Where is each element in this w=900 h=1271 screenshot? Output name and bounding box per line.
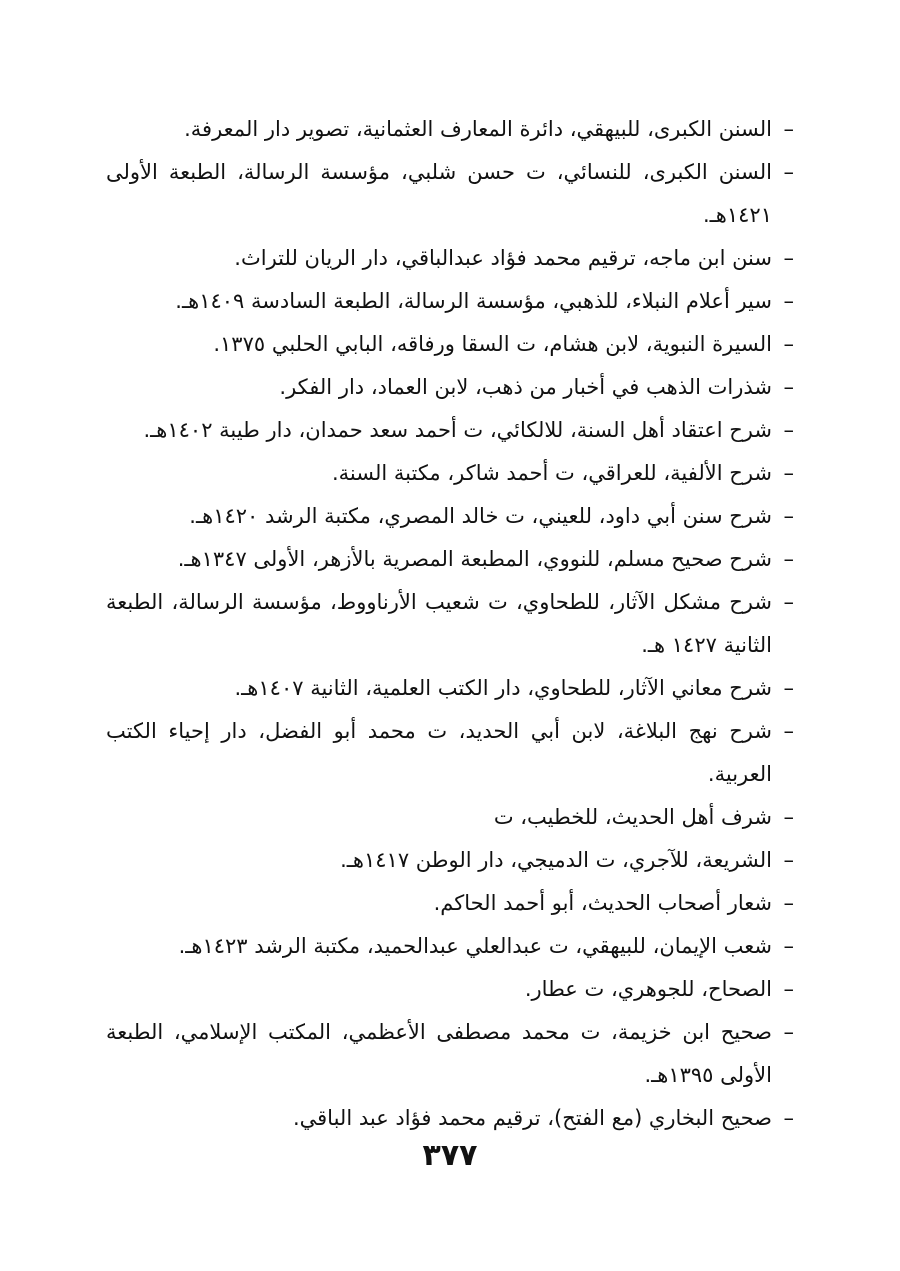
entry-bullet: – (783, 418, 794, 442)
bibliography-entry (106, 366, 794, 409)
entry-text: سنن ابن ماجه، ترقيم محمد فؤاد عبدالباقي، دار الريان للتراث. (234, 246, 772, 270)
entry-text: السنن الكبرى، للبيهقي، دائرة المعارف العثمانية، تصوير دار المعرفة. (184, 117, 772, 141)
entry-bullet: – (783, 547, 794, 571)
entry-text: شعب الإيمان، للبيهقي، ت عبدالعلي عبدالحميد، مكتبة الرشد ١٤٢٣هـ. (178, 934, 772, 958)
entry-text: صحيح ابن خزيمة، ت محمد مصطفى الأعظمي، المكتب الإسلامي، الطبعة الأولى ١٣٩٥هـ. (106, 1020, 772, 1087)
entry-bullet: – (783, 332, 794, 356)
entry-bullet: – (783, 246, 794, 270)
entry-text: شرح معاني الآثار، للطحاوي، دار الكتب العلمية، الثانية ١٤٠٧هـ. (234, 676, 772, 700)
bibliography-entry (106, 1097, 794, 1140)
bibliography-list (106, 108, 794, 1140)
entry-bullet: – (783, 805, 794, 829)
bibliography-entry (106, 495, 794, 538)
entry-bullet: – (783, 891, 794, 915)
entry-text: الصحاح، للجوهري، ت عطار. (524, 977, 772, 1001)
bibliography-entry (106, 280, 794, 323)
entry-text: شرح اعتقاد أهل السنة، للالكائي، ت أحمد سعد حمدان، دار طيبة ١٤٠٢هـ. (143, 418, 772, 442)
entry-bullet: – (783, 375, 794, 399)
entry-bullet: – (783, 676, 794, 700)
entry-text: شرح سنن أبي داود، للعيني، ت خالد المصري، مكتبة الرشد ١٤٢٠هـ. (189, 504, 772, 528)
entry-bullet: – (783, 461, 794, 485)
bibliography-entry (106, 151, 794, 237)
bibliography-entry (106, 409, 794, 452)
entry-bullet: – (783, 504, 794, 528)
bibliography-entry (106, 108, 794, 151)
bibliography-entry (106, 1011, 794, 1097)
entry-bullet: – (783, 934, 794, 958)
bibliography-entry (106, 796, 794, 839)
entry-bullet: – (783, 590, 794, 614)
entry-bullet: – (783, 160, 794, 184)
entry-text: شعار أصحاب الحديث، أبو أحمد الحاكم. (433, 891, 772, 915)
entry-text: الشريعة، للآجري، ت الدميجي، دار الوطن ١٤١٧هـ. (340, 848, 772, 872)
entry-text: شرح الألفية، للعراقي، ت أحمد شاكر، مكتبة السنة. (331, 461, 772, 485)
bibliography-entry (106, 452, 794, 495)
bibliography-entry (106, 323, 794, 366)
bibliography-entry (106, 839, 794, 882)
entry-text: شرف أهل الحديث، للخطيب، ت (493, 805, 772, 829)
entry-bullet: – (783, 848, 794, 872)
page-number: ٣٧٧ (422, 1138, 478, 1173)
bibliography-entry (106, 710, 794, 796)
entry-bullet: – (783, 117, 794, 141)
bibliography-entry (106, 581, 794, 667)
bibliography-entry (106, 538, 794, 581)
entry-bullet: – (783, 1106, 794, 1130)
entry-text: شرح مشكل الآثار، للطحاوي، ت شعيب الأرناووط، مؤسسة الرسالة، الطبعة الثانية ١٤٢٧ هـ. (106, 590, 772, 657)
entry-bullet: – (783, 977, 794, 1001)
bibliography-entry (106, 925, 794, 968)
entry-text: السيرة النبوية، لابن هشام، ت السقا ورفاقه، البابي الحلبي ١٣٧٥. (213, 332, 772, 356)
entry-text: السنن الكبرى، للنسائي، ت حسن شلبي، مؤسسة الرسالة، الطبعة الأولى ١٤٢١هـ. (106, 160, 772, 227)
entry-bullet: – (783, 1020, 794, 1044)
entry-text: صحيح البخاري (مع الفتح)، ترقيم محمد فؤاد عبد الباقي. (292, 1106, 772, 1130)
entry-text: شرح نهج البلاغة، لابن أبي الحديد، ت محمد أبو الفضل، دار إحياء الكتب العربية. (106, 719, 772, 786)
entry-text: شذرات الذهب في أخبار من ذهب، لابن العماد، دار الفكر. (279, 375, 772, 399)
entry-text: شرح صحيح مسلم، للنووي، المطبعة المصرية بالأزهر، الأولى ١٣٤٧هـ. (177, 547, 772, 571)
entry-text: سير أعلام النبلاء، للذهبي، مؤسسة الرسالة، الطبعة السادسة ١٤٠٩هـ. (175, 289, 772, 313)
entry-bullet: – (783, 719, 794, 743)
bibliography-entry (106, 968, 794, 1011)
bibliography-entry (106, 667, 794, 710)
entry-bullet: – (783, 289, 794, 313)
bibliography-entry (106, 237, 794, 280)
bibliography-entry (106, 882, 794, 925)
